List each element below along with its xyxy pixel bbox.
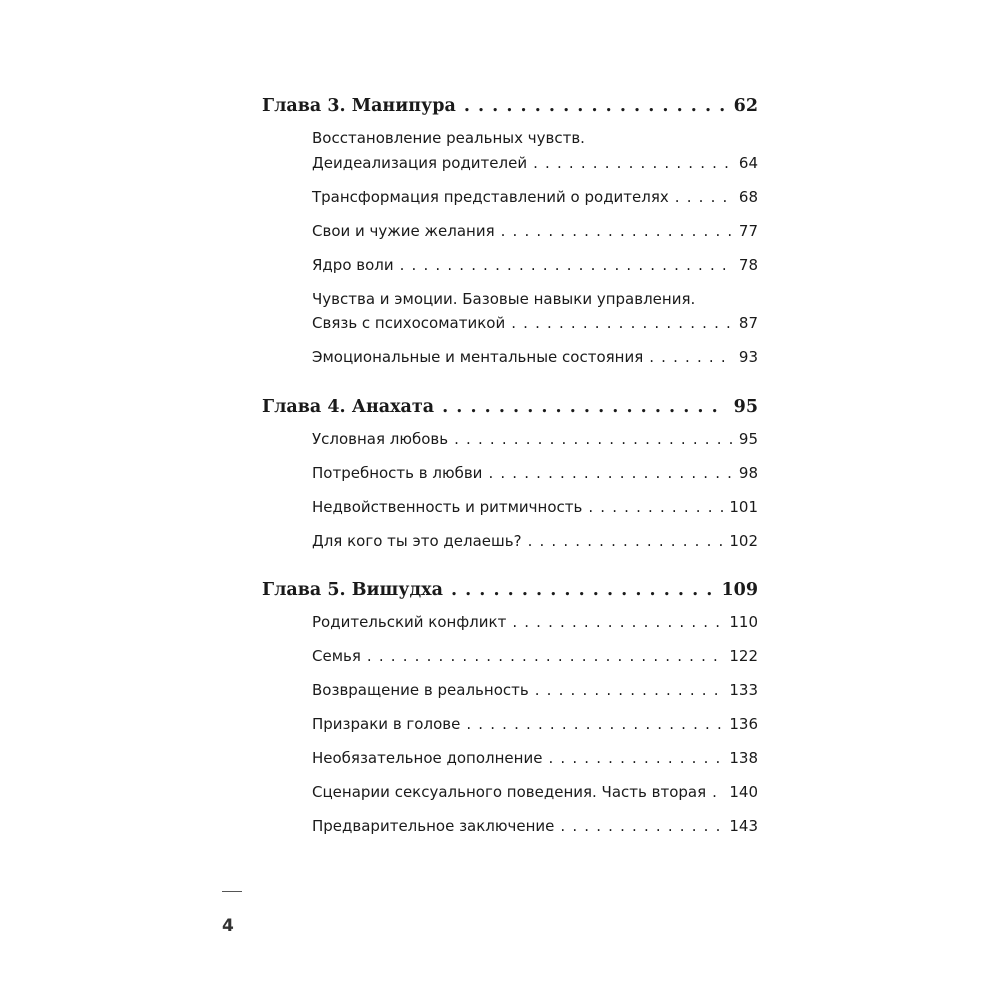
section-title: Трансформация представлений о родителях xyxy=(312,187,669,206)
section-page-number: 143 xyxy=(729,817,758,835)
toc-section-entry[interactable] xyxy=(312,287,758,336)
section-title: Связь с психосоматикой xyxy=(312,314,506,332)
dot-leader xyxy=(464,92,726,120)
dot-leader xyxy=(451,576,714,604)
toc-chapter-entry[interactable] xyxy=(262,576,758,604)
toc-chapter-group xyxy=(262,92,758,370)
dot-leader xyxy=(367,644,723,669)
toc-chapter-entry[interactable] xyxy=(262,393,758,421)
dot-leader xyxy=(548,746,723,771)
toc-section-entry[interactable] xyxy=(312,495,758,520)
toc-section-list xyxy=(262,610,758,839)
toc-section-row xyxy=(312,495,758,520)
section-page-number: 98 xyxy=(738,463,758,482)
dot-leader xyxy=(454,427,733,452)
section-title: Ядро воли xyxy=(312,255,394,274)
toc-section-row xyxy=(312,345,758,370)
section-title: Необязательное дополнение xyxy=(312,749,543,767)
dot-leader xyxy=(649,345,733,370)
section-page-number: 101 xyxy=(729,497,758,516)
section-page-number: 78 xyxy=(738,255,758,274)
section-title: Призраки в голове xyxy=(312,715,461,733)
toc-section-entry[interactable] xyxy=(312,780,758,805)
toc-section-row xyxy=(312,780,758,805)
toc-section-entry[interactable] xyxy=(312,529,758,554)
dot-leader xyxy=(400,253,733,278)
section-title: Семья xyxy=(312,647,361,665)
section-page-number: 68 xyxy=(738,187,758,206)
toc-section-entry[interactable] xyxy=(312,253,758,278)
toc-section-row xyxy=(312,746,758,771)
chapter-page-number: 62 xyxy=(733,96,758,116)
dot-leader xyxy=(528,529,724,554)
section-title: Предварительное заключение xyxy=(312,817,555,835)
dot-leader xyxy=(675,185,733,210)
section-title: Родительский конфликт xyxy=(312,613,507,631)
section-title: Сценарии сексуального поведения. Часть вторая xyxy=(312,783,707,801)
chapter-title: Глава 5. Вишудха xyxy=(262,580,443,600)
section-page-number: 95 xyxy=(738,429,758,448)
section-title: Условная любовь xyxy=(312,429,449,448)
toc-section-row xyxy=(312,185,758,210)
toc-section-row xyxy=(312,712,758,737)
section-page-number: 93 xyxy=(738,348,758,366)
dot-leader xyxy=(588,495,723,520)
toc-section-row xyxy=(312,151,758,176)
dot-leader xyxy=(442,393,726,421)
toc-section-row xyxy=(312,219,758,244)
toc-section-entry[interactable] xyxy=(312,712,758,737)
section-page-number: 110 xyxy=(729,613,758,631)
toc-section-entry[interactable] xyxy=(312,185,758,210)
chapter-page-number: 95 xyxy=(733,396,758,417)
section-title-line: Восстановление реальных чувств. xyxy=(312,129,585,147)
toc-section-entry[interactable] xyxy=(312,746,758,771)
toc-section-entry[interactable] xyxy=(312,345,758,370)
section-title-line: Чувства и эмоции. Базовые навыки управления. xyxy=(312,289,696,308)
section-title: Для кого ты это делаешь? xyxy=(312,531,522,550)
dot-leader xyxy=(512,610,723,635)
toc-chapter-group xyxy=(262,393,758,554)
toc-section-entry[interactable] xyxy=(312,461,758,486)
toc-section-row xyxy=(312,678,758,703)
toc-section-entry[interactable] xyxy=(312,610,758,635)
toc-section-entry[interactable] xyxy=(312,644,758,669)
toc-section-row xyxy=(312,427,758,452)
section-page-number: 140 xyxy=(729,783,758,801)
section-page-number: 133 xyxy=(729,681,758,699)
dot-leader xyxy=(533,151,733,176)
chapter-title: Глава 4. Анахата xyxy=(262,396,435,417)
footer-rule xyxy=(222,891,242,892)
toc-section-row xyxy=(312,529,758,554)
section-title: Свои и чужие желания xyxy=(312,221,495,240)
toc-section-entry[interactable] xyxy=(312,126,758,175)
section-page-number: 122 xyxy=(729,647,758,665)
dot-leader xyxy=(466,712,723,737)
toc-section-row xyxy=(312,461,758,486)
toc-chapter-group xyxy=(262,576,758,839)
toc-section-entry[interactable] xyxy=(312,814,758,839)
toc-section-list xyxy=(262,126,758,370)
toc-section-row xyxy=(312,610,758,635)
section-page-number: 136 xyxy=(729,715,758,733)
section-title: Возвращение в реальность xyxy=(312,681,529,699)
section-title: Недвойственность и ритмичность xyxy=(312,497,583,516)
toc-section-entry[interactable] xyxy=(312,427,758,452)
toc-section-entry[interactable] xyxy=(312,219,758,244)
toc-section-row xyxy=(312,253,758,278)
dot-leader xyxy=(511,311,733,336)
dot-leader xyxy=(535,678,724,703)
dot-leader xyxy=(488,461,732,486)
toc-section-row xyxy=(312,311,758,336)
section-page-number: 102 xyxy=(729,531,758,550)
dot-leader xyxy=(712,780,723,805)
toc-section-row xyxy=(312,814,758,839)
chapter-page-number: 109 xyxy=(721,580,758,600)
section-page-number: 77 xyxy=(738,221,758,240)
section-page-number: 87 xyxy=(738,314,758,332)
section-title: Деидеализация родителей xyxy=(312,153,528,172)
table-of-contents xyxy=(262,92,758,862)
toc-section-entry[interactable] xyxy=(312,678,758,703)
dot-leader xyxy=(560,814,723,839)
toc-section-list xyxy=(262,427,758,554)
section-title: Потребность в любви xyxy=(312,463,483,482)
toc-chapter-entry[interactable] xyxy=(262,92,758,120)
page-number: 4 xyxy=(222,916,234,936)
section-page-number: 64 xyxy=(738,153,758,172)
toc-section-row xyxy=(312,644,758,669)
section-page-number: 138 xyxy=(729,749,758,767)
section-title: Эмоциональные и ментальные состояния xyxy=(312,348,644,366)
dot-leader xyxy=(501,219,733,244)
chapter-title: Глава 3. Манипура xyxy=(262,96,456,116)
